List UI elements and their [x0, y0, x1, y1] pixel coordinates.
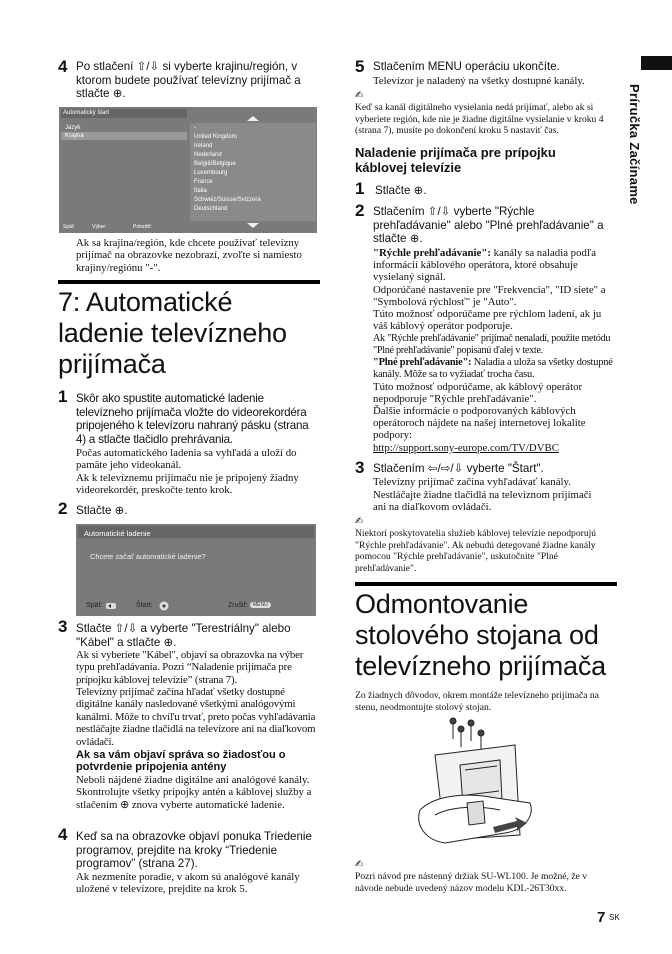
fast-scan-label: "Rýchle prehľadávanie": [373, 247, 491, 259]
tv-screen-autotune [76, 524, 316, 616]
section-rule [355, 582, 617, 586]
fast-scan-desc [373, 247, 617, 284]
footer-start: Štart: [136, 602, 153, 609]
title-line: prijímača [58, 349, 166, 379]
fast-scan-text: kanály sa naladia podľa informácií káblového operátora, ktoré obsahuje vysielaný signál. [373, 247, 597, 284]
country-item[interactable]: Deutschland [194, 206, 228, 212]
country-item[interactable]: België/Belgique [194, 161, 236, 167]
menu-key: MENU [250, 602, 271, 608]
footer-confirm: Potvrdiť: [133, 224, 152, 230]
step-sub: Počas automatického ladenia sa vyhľadá a uloží do pamäte jeho videokanál. [76, 447, 297, 472]
recommendation: Ak "Rýchle prehľadávanie" prijímač nenaladí, použite metódu "Plné prehľadávanie" popisanú ďalej v texte. [373, 333, 611, 357]
country-list[interactable] [190, 123, 316, 221]
title-line: stolového stojana od [355, 620, 599, 650]
step-number: 2 [355, 201, 365, 220]
step-number: 4 [58, 57, 68, 76]
step-sub: Televízny prijímač začína hľadať všetky dostupné digitálne kanály nasledované všetkými analógovými kanálmi. Môže to chvíľu trvať, preto počas vyhľadávania nestláčajte žiadne tlačidlá na televízore ani na diaľkovom ovládači. [76, 686, 316, 748]
full-scan-label: "Plné prehľadávanie": [373, 357, 472, 368]
scroll-down-icon[interactable] [246, 222, 260, 229]
step-text: Keď sa na obrazovke objaví ponuka Triedenie programov, prejdite na kroky “Triedenie programov” (strana 27). [76, 830, 312, 871]
step-sub: Televízor je naladený na všetky dostupné kanály. [373, 75, 585, 87]
country-item[interactable]: France [194, 179, 213, 185]
dpad-icon [158, 601, 170, 611]
scroll-up-icon[interactable] [246, 115, 260, 122]
step-sub: Ak k televíznemu prijímaču nie je pripojený žiadny videorekordér, preskočte tento krok. [76, 472, 299, 497]
title-line: káblovej televízie [355, 160, 462, 175]
country-item[interactable]: Luxembourg [194, 170, 228, 176]
subsection-title [355, 145, 617, 175]
note-text: Niektorí poskytovatelia služieb káblovej televízie nepodporujú "Rýchle prehľadávanie". Ak nebudú detegované žiadne kanály pomocou "Rýchle prehľadávanie", uskutočnite "Plné prehľadávanie". [355, 528, 597, 574]
step-number: 3 [58, 617, 68, 636]
step-text: Stlačte ⊕. [76, 504, 128, 517]
step-number: 1 [355, 179, 365, 198]
warning-title: Ak sa vám objaví správa so žiadosťou o potvrdenie pripojenia antény [76, 749, 286, 774]
step-number: 5 [355, 57, 365, 76]
side-tab-label: Príručka Začíname [627, 84, 642, 205]
country-item[interactable]: Nederland [194, 152, 222, 158]
title-line: ladenie televízneho [58, 318, 287, 348]
stand-text: Zo žiadnych dôvodov, okrem montáže televízneho prijímača na stenu, neodmontujte stolový stojan. [355, 690, 599, 713]
step-text: Po stlačení ⇧/⇩ si vyberte krajinu/región, v ktorom budete používať televízny prijímač a stlačte ⊕. [76, 60, 301, 101]
tv-screen-country [59, 107, 317, 233]
country-item[interactable]: Italia [194, 188, 207, 194]
country-item[interactable]: United Kingdom [194, 134, 237, 140]
stand-removal-illustration [405, 715, 545, 855]
note-icon: ✍ [355, 516, 364, 527]
screen-title: Automatický štart [63, 110, 110, 116]
footer-cancel: Zrušiť: [228, 602, 249, 609]
screen-question: Chcete začať automatické ladenie? [90, 552, 206, 561]
step-number: 4 [58, 825, 68, 844]
recommendation: Ďalšie informácie o podporovaných káblových operátoroch nájdete na našej internetovej lokalite podpory: [373, 405, 586, 442]
step-number: 1 [58, 387, 68, 406]
step-sub: Ak si vyberiete "Kábel", objaví sa obrazovka na výber typu prehľadávania. Pozri “Naladenie prijímača pre prípojku káblovej televízie” (strana 7). [76, 649, 304, 686]
full-scan-text: Naladia a uloža sa všetky dostupné kanály. Môže sa to vyžiadať trocha času. [373, 357, 613, 381]
back-arrow-icon [106, 602, 116, 610]
recommendation: Odporúčané nastavenie pre "Frekvencia", "ID siete" a "Symbolová rýchlosť" je "Auto". [373, 284, 606, 309]
step-note: Ak sa krajina/región, kde chcete používať televízny prijímač na obrazovke nezobrazí, zvoľte si namiesto krajiny/regiónu "-". [76, 237, 302, 274]
footer-select: Výber: [92, 224, 107, 230]
step-text: Stlačením MENU operáciu ukončíte. [373, 60, 560, 73]
title-line: Naladenie prijímača pre prípojku [355, 145, 556, 160]
recommendation: Túto možnosť odporúčame pre rýchlom ladení, ak ju váš káblový operátor podporuje. [373, 308, 602, 333]
support-link[interactable]: http://support.sony-europe.com/TV/DVBC [373, 442, 559, 454]
step-text: Stlačte ⇧/⇩ a vyberte "Terestriálny" alebo "Kábel" a stlačte ⊕. [76, 622, 291, 649]
screen-title: Automatické ladenie [84, 529, 151, 538]
language-code: SK [609, 913, 620, 922]
step-sub: Televízny prijímač začína vyhľadávať kanály. [373, 476, 571, 488]
note-text: Pozri návod pre nástenný držiak SU-WL100. Je možné, že v návode nebude uvedený názov modelu KDL-26T30xx. [355, 871, 588, 894]
recommendation: Túto možnosť odporúčame, ak káblový operátor nepodporuje "Rýchle prehľadávanie". [373, 381, 583, 406]
full-scan-desc [373, 357, 617, 381]
step-text: Stlačením ⇧/⇩ vyberte "Rýchle prehľadávanie" alebo "Plné prehľadávanie" a stlačte ⊕. [373, 205, 604, 246]
title-line: 7: Automatické [58, 287, 233, 317]
menu-item-language: Jazyk [65, 125, 81, 131]
section-title [355, 589, 630, 682]
side-tab-marker [641, 56, 672, 70]
title-line: televízneho prijímača [355, 651, 606, 681]
menu-item-country: Krajina [65, 133, 84, 139]
country-item[interactable]: Ireland [194, 143, 213, 149]
step-number: 3 [355, 458, 365, 477]
step-text: Stlačením ⇦/⇨/⇩ vyberte "Štart". [373, 462, 544, 475]
step-text: Skôr ako spustite automatické ladenie televízneho prijímača vložte do videorekordéra pripojeného k televízoru nahraný pásku (strana 4) a stlačte tlačidlo prehrávania. [76, 392, 309, 446]
step-number: 2 [58, 499, 68, 518]
section-title [58, 287, 320, 380]
note-text: Keď sa kanál digitálneho vysielania nedá prijímať, alebo ak si vyberiete región, kde nie je žiadne digitálne vysielanie v kroku 4 (strana 7), musíte po dokončení kroku 5 nastaviť čas. [355, 102, 604, 136]
title-line: Odmontovanie [355, 589, 529, 619]
footer-back: Späť: [63, 224, 76, 230]
page-number: 7 [597, 909, 606, 926]
footer-back: Späť: [86, 602, 104, 609]
step-text: Stlačte ⊕. [375, 184, 427, 197]
warning-text: Neboli nájdené žiadne digitálne ani analógové kanály. Skontrolujte všetky prípojky antén a káblovej služby a stlačením ⊕ znova vyberte automatické ladenie. [76, 774, 312, 811]
step-sub: Nestláčajte žiadne tlačidlá na televíznom prijímači ani na diaľkovom ovládači. [373, 489, 592, 514]
country-item[interactable]: - [194, 125, 196, 131]
screw-icon [450, 718, 484, 751]
country-item[interactable]: Schweiz/Suisse/Svizzera [194, 197, 261, 203]
section-rule [58, 280, 320, 284]
note-icon: ✍ [355, 90, 364, 101]
note-icon: ✍ [355, 859, 364, 870]
step-sub: Ak nezmeníte poradie, v akom sú analógové kanály uložené v televízore, prejdite na krok 5. [76, 871, 300, 896]
